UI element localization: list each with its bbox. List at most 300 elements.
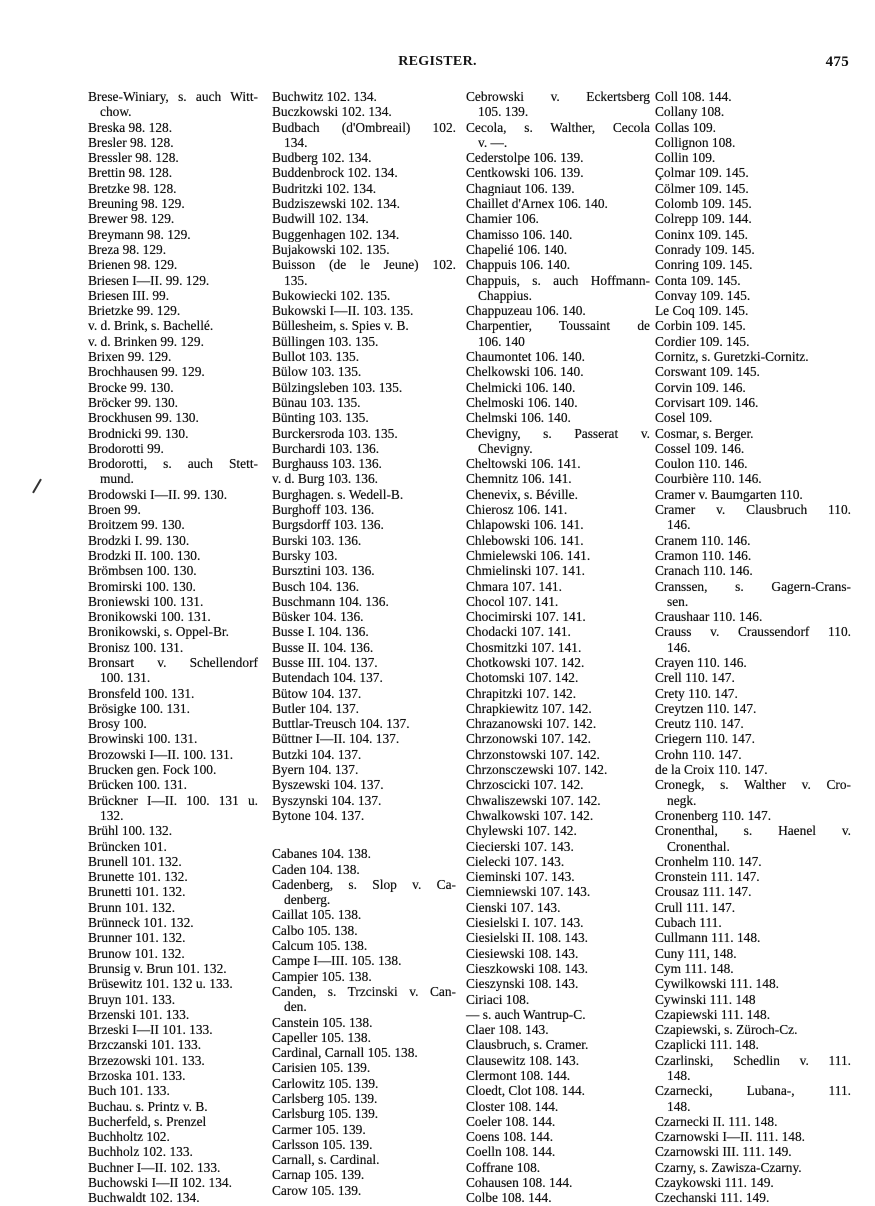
entry-line: Bronikowski 100. 131.	[88, 609, 211, 625]
index-entry	[272, 1122, 456, 1137]
entry-line: Ciesiewski 108. 143.	[466, 945, 579, 961]
index-entry	[272, 1060, 456, 1075]
index-entry	[272, 517, 456, 532]
index-entry	[88, 1129, 258, 1144]
index-entry	[88, 1114, 258, 1129]
index-entry	[88, 609, 258, 624]
entry-line: Bronsfeld 100. 131.	[88, 685, 195, 701]
index-entry	[466, 823, 650, 838]
index-entry	[466, 1144, 650, 1159]
index-entry	[272, 104, 456, 119]
entry-line: Büllesheim, s. Spies v. B.	[272, 318, 409, 334]
entry-line: Carlsson 105. 139.	[272, 1136, 373, 1152]
index-entry	[272, 165, 456, 180]
index-entry	[466, 89, 650, 120]
index-entry	[655, 487, 851, 502]
index-entry	[88, 242, 258, 257]
index-entry	[88, 456, 258, 487]
entry-line: Brodnicki 99. 130.	[88, 425, 189, 441]
entry-line: Busse II. 104. 136.	[272, 639, 374, 655]
entry-continuation-line: 106. 140	[478, 333, 525, 349]
index-entry	[272, 471, 456, 486]
index-entry	[655, 1129, 851, 1144]
entry-line: Busch 104. 136.	[272, 578, 360, 594]
index-entry	[655, 426, 851, 441]
index-entry	[466, 854, 650, 869]
entry-line: Capeller 105. 138.	[272, 1029, 371, 1045]
index-entry	[466, 395, 650, 410]
entry-line: Brunow 101. 132.	[88, 945, 185, 961]
entry-line: Calbo 105. 138.	[272, 922, 358, 938]
entry-line: Brösigke 100. 131.	[88, 700, 190, 716]
index-entry	[272, 242, 456, 257]
index-entry	[88, 257, 258, 272]
index-entry	[655, 533, 851, 548]
index-entry	[272, 624, 456, 639]
entry-line: Cieszkowski 108. 143.	[466, 960, 588, 976]
index-entry	[466, 456, 650, 471]
entry-line: Czapiewski 111. 148.	[655, 1006, 771, 1022]
entry-line: Ciemniewski 107. 143.	[466, 884, 591, 900]
index-entry	[272, 548, 456, 563]
index-entry	[655, 318, 851, 333]
index-entry	[655, 670, 851, 685]
entry-line: Crull 111. 147.	[655, 899, 736, 915]
index-entry	[88, 900, 258, 915]
entry-line: Czapiewski, s. Züroch-Cz.	[655, 1022, 798, 1038]
entry-line: Collin 109.	[655, 150, 716, 166]
index-entry	[466, 686, 650, 701]
entry-line: Brüsewitz 101. 132 u. 133.	[88, 976, 233, 992]
index-entry	[466, 992, 650, 1007]
entry-line: Bütow 104. 137.	[272, 685, 362, 701]
entry-line: Buttlar-Treusch 104. 137.	[272, 716, 410, 732]
entry-line: Cienski 107. 143.	[466, 899, 561, 915]
entry-line: Cramer v. Clausbruch 110.	[655, 502, 851, 518]
entry-continuation-line: 100. 131.	[100, 670, 151, 686]
entry-line: Brewer 98. 129.	[88, 211, 175, 227]
entry-line: Cossel 109. 146.	[655, 440, 745, 456]
index-entry	[88, 1160, 258, 1175]
index-entry	[655, 104, 851, 119]
entry-line: Brixen 99. 129.	[88, 349, 172, 365]
index-entry	[466, 1160, 650, 1175]
index-entry	[272, 1091, 456, 1106]
entry-line: Carisien 105. 139.	[272, 1060, 371, 1076]
entry-line: Chelmicki 106. 140.	[466, 379, 576, 395]
entry-line: Le Coq 109. 145.	[655, 303, 749, 319]
entry-line: Coninx 109. 145.	[655, 226, 748, 242]
entry-line: v. d. Burg 103. 136.	[272, 471, 379, 487]
entry-line: Chevigny, s. Passerat v.	[466, 425, 650, 441]
entry-line: Chrzonsczewski 107. 142.	[466, 762, 608, 778]
index-entry	[272, 533, 456, 548]
entry-line: Claer 108. 143.	[466, 1022, 549, 1038]
entry-line: Chmielinski 107. 141.	[466, 563, 586, 579]
entry-continuation-line: 105. 139.	[478, 104, 529, 120]
running-head-title: REGISTER.	[398, 54, 477, 69]
entry-line: Ciesielski I. 107. 143.	[466, 915, 584, 931]
index-entry	[466, 487, 650, 502]
index-entry	[655, 150, 851, 165]
index-entry	[466, 318, 650, 349]
index-entry	[272, 1030, 456, 1045]
entry-line: Cornitz, s. Guretzki-Cornitz.	[655, 349, 809, 365]
entry-line: Brzczanski 101. 133.	[88, 1037, 202, 1053]
entry-line: Bromirski 100. 130.	[88, 578, 196, 594]
index-entry	[88, 655, 258, 686]
entry-line: Creutz 110. 147.	[655, 716, 744, 732]
index-entry	[466, 976, 650, 991]
entry-line: Brucken gen. Fock 100.	[88, 762, 217, 778]
entry-line: Budberg 102. 134.	[272, 150, 372, 166]
index-entry	[466, 915, 650, 930]
index-entry	[88, 318, 258, 333]
entry-line: Butler 104. 137.	[272, 700, 360, 716]
entry-line: Colrepp 109. 144.	[655, 211, 752, 227]
index-entry	[272, 1045, 456, 1060]
index-entry	[88, 1053, 258, 1068]
entry-line: Busse I. 104. 136.	[272, 624, 369, 640]
index-entry	[88, 884, 258, 899]
entry-line: Coelln 108. 144.	[466, 1144, 556, 1160]
index-entry	[272, 303, 456, 318]
entry-continuation-line: mund.	[100, 471, 134, 487]
entry-line: Cramer v. Baumgarten 110.	[655, 486, 803, 502]
index-entry	[88, 227, 258, 242]
index-entry	[466, 303, 650, 318]
index-entry	[466, 1068, 650, 1083]
index-entry	[466, 961, 650, 976]
index-entry	[88, 777, 258, 792]
entry-line: Cronegk, s. Walther v. Cro-	[655, 777, 851, 793]
entry-continuation-line: Chevigny.	[478, 440, 533, 456]
entry-line: Byszynski 104. 137.	[272, 792, 382, 808]
entry-line: Cym 111. 148.	[655, 960, 734, 976]
entry-line: Buchholtz 102.	[88, 1129, 170, 1145]
index-entry	[655, 609, 851, 624]
index-entry	[88, 976, 258, 991]
index-entry	[655, 334, 851, 349]
index-entry	[655, 1114, 851, 1129]
index-entry	[466, 1083, 650, 1098]
entry-line: Brienen 98. 129.	[88, 257, 178, 273]
entry-line: Crety 110. 147.	[655, 685, 738, 701]
entry-line: Cronhelm 110. 147.	[655, 853, 762, 869]
entry-line: Burgsdorff 103. 136.	[272, 517, 384, 533]
index-entry	[272, 89, 456, 104]
index-entry	[272, 969, 456, 984]
entry-line: Breymann 98. 129.	[88, 226, 191, 242]
index-entry	[655, 900, 851, 915]
index-entry	[655, 823, 851, 854]
index-entry	[272, 1167, 456, 1182]
index-entry	[466, 273, 650, 304]
entry-line: Brese-Winiary, s. auch Witt-	[88, 89, 258, 104]
entry-line: Czarnowski I—II. 111. 148.	[655, 1129, 805, 1145]
index-entry	[466, 777, 650, 792]
entry-line: Bröcker 99. 130.	[88, 394, 178, 410]
entry-line: Conta 109. 145.	[655, 272, 741, 288]
index-entry	[88, 548, 258, 563]
index-entry	[88, 1037, 258, 1052]
entry-line: Burski 103. 136.	[272, 532, 362, 548]
entry-line: Brzezowski 101. 133.	[88, 1052, 205, 1068]
index-entry	[655, 686, 851, 701]
index-entry	[272, 257, 456, 288]
entry-line: Bülow 103. 135.	[272, 364, 362, 380]
index-entry	[88, 441, 258, 456]
index-entry	[272, 380, 456, 395]
entry-line: Cebrowski v. Eckertsberg	[466, 89, 650, 104]
index-entry	[466, 839, 650, 854]
entry-line: Chappuzeau 106. 140.	[466, 303, 586, 319]
entry-line: Carow 105. 139.	[272, 1182, 362, 1198]
index-entry	[655, 257, 851, 272]
entry-line: Chotkowski 107. 142.	[466, 654, 585, 670]
index-entry	[272, 862, 456, 877]
entry-line: Broitzem 99. 130.	[88, 517, 185, 533]
index-entry	[272, 318, 456, 333]
entry-line: Carlowitz 105. 139.	[272, 1075, 379, 1091]
entry-line: Çolmar 109. 145.	[655, 165, 749, 181]
index-entry	[655, 624, 851, 655]
index-entry	[655, 731, 851, 746]
entry-line: Czechanski 111. 149.	[655, 1190, 770, 1206]
index-entry	[88, 334, 258, 349]
entry-line: Chrapitzki 107. 142.	[466, 685, 577, 701]
index-entry	[272, 846, 456, 861]
entry-line: Burghoff 103. 136.	[272, 502, 375, 518]
entry-line: Brodzki II. 100. 130.	[88, 547, 201, 563]
index-entry	[88, 992, 258, 1007]
index-entry	[88, 364, 258, 379]
index-entry	[272, 579, 456, 594]
index-entry	[655, 1037, 851, 1052]
entry-continuation-line: 148.	[667, 1098, 691, 1114]
index-entry	[88, 946, 258, 961]
entry-line: Czarnecki, Lubana-, 111.	[655, 1083, 851, 1099]
entry-line: Burchardi 103. 136.	[272, 440, 380, 456]
entry-line: Bünau 103. 135.	[272, 394, 361, 410]
entry-line: Coulon 110. 146.	[655, 456, 748, 472]
index-entry	[88, 579, 258, 594]
index-entry	[466, 1114, 650, 1129]
entry-line: Bretzke 98. 128.	[88, 180, 177, 196]
index-entry	[272, 1076, 456, 1091]
entry-line: Clausbruch, s. Cramer.	[466, 1037, 589, 1053]
entry-line: Colomb 109. 145.	[655, 196, 752, 212]
index-entry	[88, 288, 258, 303]
index-entry	[466, 716, 650, 731]
entry-line: Brocke 99. 130.	[88, 379, 174, 395]
index-entry	[466, 762, 650, 777]
index-entry	[272, 150, 456, 165]
entry-line: Chrazanowski 107. 142.	[466, 716, 597, 732]
entry-line: Büsker 104. 136.	[272, 609, 364, 625]
index-entry	[655, 1175, 851, 1190]
entry-line: Cardinal, Carnall 105. 138.	[272, 1045, 418, 1061]
index-entry	[88, 303, 258, 318]
entry-line: Carmer 105. 139.	[272, 1121, 366, 1137]
index-entry	[655, 303, 851, 318]
entry-line: Butendach 104. 137.	[272, 670, 383, 686]
index-entry	[272, 1183, 456, 1198]
index-entry	[88, 150, 258, 165]
entry-line: Cloedt, Clot 108. 144.	[466, 1083, 586, 1099]
entry-line: v. d. Brink, s. Bachellé.	[88, 318, 214, 334]
entry-line: Carlsburg 105. 139.	[272, 1106, 379, 1122]
index-entry	[466, 227, 650, 242]
entry-line: Chrapkiewitz 107. 142.	[466, 700, 592, 716]
entry-line: Chwaliszewski 107. 142.	[466, 792, 601, 808]
entry-line: Brunner 101. 132.	[88, 930, 186, 946]
entry-line: Buchowski I—II 102. 134.	[88, 1175, 232, 1191]
entry-line: Cecola, s. Walther, Cecola	[466, 119, 650, 135]
entry-line: Cheltowski 106. 141.	[466, 456, 581, 472]
entry-line: Chierosz 106. 141.	[466, 502, 568, 518]
entry-continuation-line: sen.	[667, 593, 689, 609]
index-entry	[466, 594, 650, 609]
index-entry	[272, 938, 456, 953]
index-entry	[88, 624, 258, 639]
entry-line: Cabanes 104. 138.	[272, 846, 371, 862]
entry-line: Ciesielski II. 108. 143.	[466, 930, 588, 946]
index-entry	[272, 747, 456, 762]
index-entry	[655, 777, 851, 808]
index-entry	[655, 884, 851, 899]
index-entry	[272, 670, 456, 685]
index-entry	[655, 762, 851, 777]
entry-line: Brosy 100.	[88, 716, 147, 732]
index-entry	[272, 334, 456, 349]
index-entry	[88, 915, 258, 930]
entry-continuation-line: 135.	[284, 272, 308, 288]
index-entry	[466, 242, 650, 257]
index-entry	[655, 120, 851, 135]
index-entry	[88, 930, 258, 945]
entry-line: Chwalkowski 107. 142.	[466, 807, 594, 823]
index-entry	[655, 227, 851, 242]
index-entry	[655, 135, 851, 150]
index-entry	[272, 907, 456, 922]
index-entry	[655, 1190, 851, 1205]
entry-line: Chocimirski 107. 141.	[466, 609, 586, 625]
index-entry	[466, 257, 650, 272]
entry-line: Buchau. s. Printz v. B.	[88, 1098, 208, 1114]
entry-continuation-line: Cronenthal.	[667, 838, 730, 854]
entry-line: Chmielewski 106. 141.	[466, 547, 591, 563]
index-entry	[272, 1106, 456, 1121]
entry-line: Brünneck 101. 132.	[88, 915, 194, 931]
entry-line: Buczkowski 102. 134.	[272, 104, 392, 120]
entry-line: Cronstein 111. 147.	[655, 869, 760, 885]
entry-line: Ciriaci 108.	[466, 991, 530, 1007]
entry-line: Conring 109. 145.	[655, 257, 753, 273]
index-entry	[88, 395, 258, 410]
entry-line: Chappuis 106. 140.	[466, 257, 571, 273]
index-entry	[466, 380, 650, 395]
index-entry	[272, 609, 456, 624]
entry-line: Bressler 98. 128.	[88, 150, 179, 166]
index-entry	[88, 487, 258, 502]
index-entry	[466, 364, 650, 379]
entry-line: Crousaz 111. 147.	[655, 884, 752, 900]
index-entry	[655, 471, 851, 486]
index-entry	[88, 1083, 258, 1098]
entry-line: Cywinski 111. 148	[655, 991, 756, 1007]
entry-line: Breska 98. 128.	[88, 119, 173, 135]
index-entry	[88, 165, 258, 180]
index-entry	[88, 135, 258, 150]
index-entry	[466, 701, 650, 716]
entry-line: Bülzingsleben 103. 135.	[272, 379, 403, 395]
index-entry	[655, 1022, 851, 1037]
entry-line: Browinski 100. 131.	[88, 731, 198, 747]
entry-line: Chelmoski 106. 140.	[466, 394, 578, 410]
index-entry	[655, 961, 851, 976]
entry-line: Budritzki 102. 134.	[272, 180, 377, 196]
entry-continuation-line: Chappius.	[478, 287, 532, 303]
index-entry	[655, 854, 851, 869]
index-entry	[466, 1037, 650, 1052]
entry-line: Brodorotti 99.	[88, 440, 164, 456]
entry-line: Corswant 109. 145.	[655, 364, 760, 380]
index-entry	[466, 930, 650, 945]
entry-line: Bucherfeld, s. Prenzel	[88, 1113, 207, 1129]
entry-line: Courbière 110. 146.	[655, 471, 762, 487]
index-entry	[88, 517, 258, 532]
index-entry	[88, 686, 258, 701]
entry-line: Carnall, s. Cardinal.	[272, 1152, 380, 1168]
entry-line: Coffrane 108.	[466, 1159, 541, 1175]
index-entry	[655, 456, 851, 471]
entry-line: Czarnowski III. 111. 149.	[655, 1144, 792, 1160]
entry-continuation-line: v. —.	[478, 134, 508, 150]
index-entry	[272, 426, 456, 441]
index-entry	[466, 624, 650, 639]
entry-line: Burckersroda 103. 135.	[272, 425, 398, 441]
entry-line: Briesen I—II. 99. 129.	[88, 272, 210, 288]
entry-line: Cielecki 107. 143.	[466, 853, 565, 869]
index-entry	[88, 640, 258, 655]
index-entry	[272, 762, 456, 777]
entry-line: Cederstolpe 106. 139.	[466, 150, 584, 166]
index-entry	[88, 1144, 258, 1159]
index-entry	[466, 1007, 650, 1022]
entry-line: Clausewitz 108. 143.	[466, 1052, 580, 1068]
index-entry	[88, 380, 258, 395]
entry-line: Collas 109.	[655, 119, 717, 135]
entry-line: Coens 108. 144.	[466, 1129, 554, 1145]
index-entry	[655, 869, 851, 884]
entry-line: Brietzke 99. 129.	[88, 303, 181, 319]
index-entry	[466, 1129, 650, 1144]
section-divider	[272, 823, 456, 846]
index-entry	[272, 877, 456, 908]
entry-line: Czaykowski 111. 149.	[655, 1175, 774, 1191]
entry-line: Crell 110. 147.	[655, 670, 735, 686]
index-entry	[88, 211, 258, 226]
entry-line: Cosel 109.	[655, 410, 713, 426]
entry-line: Brüncken 101.	[88, 838, 167, 854]
index-entry	[88, 793, 258, 824]
entry-line: Crayen 110. 146.	[655, 654, 747, 670]
index-entry	[272, 487, 456, 502]
entry-line: v. d. Brinken 99. 129.	[88, 333, 204, 349]
index-entry	[655, 410, 851, 425]
entry-line: Chapelié 106. 140.	[466, 241, 568, 257]
